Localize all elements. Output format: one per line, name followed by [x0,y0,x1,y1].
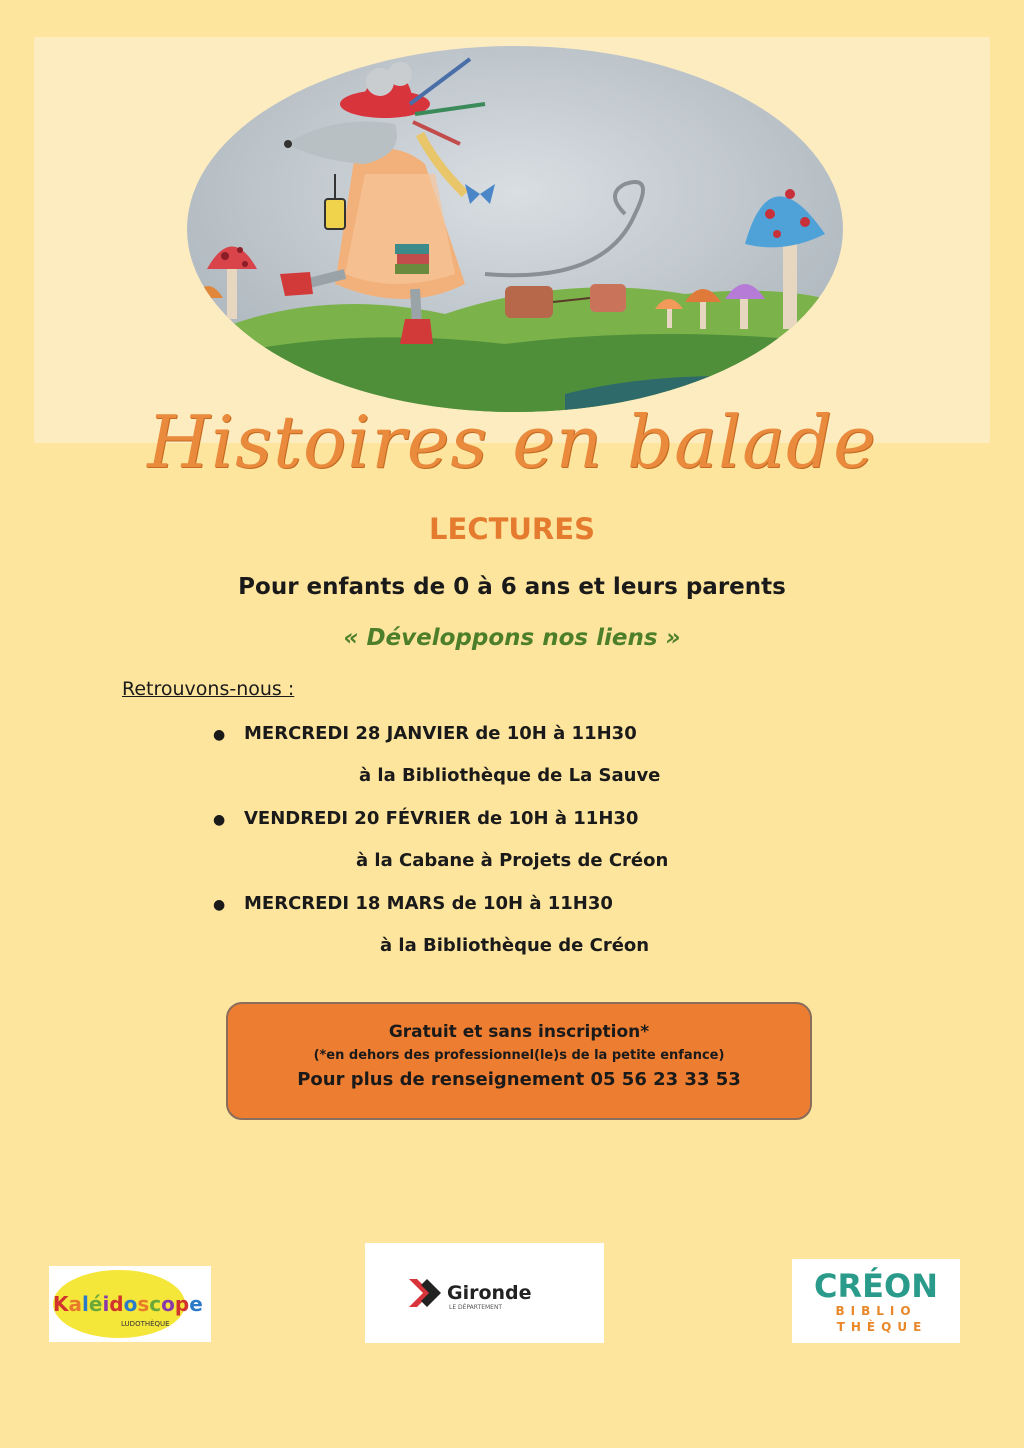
bullet-icon: ● [213,727,226,743]
event-place: à la Cabane à Projets de Créon [356,850,669,871]
info-contact: Pour plus de renseignement 05 56 23 33 53 [297,1069,741,1090]
bullet-icon: ● [213,812,226,828]
audience-text: Pour enfants de 0 à 6 ans et leurs parents [238,574,786,600]
illustration-mouse-walking [185,44,845,414]
gironde-sub: LE DÉPARTEMENT [449,1304,503,1311]
gironde-logo [365,1243,604,1343]
event-place: à la Bibliothèque de La Sauve [359,765,661,786]
creon-sub1: BIBLIO [835,1304,917,1318]
subtitle: LECTURES [429,512,595,546]
main-title: Histoires en balade [147,400,877,484]
svg-text:Kaléidoscope: Kaléidoscope [53,1292,203,1316]
event-date: VENDREDI 20 FÉVRIER de 10H à 11H30 [244,808,639,829]
info-note: (*en dehors des professionnel(le)s de la petite enfance) [313,1048,725,1063]
kaleidoscope-sub: LUDOTHÈQUE [121,1320,170,1328]
meet-label: Retrouvons-nous : [122,678,295,700]
bullet-icon: ● [213,897,226,913]
event-place: à la Bibliothèque de Créon [380,935,650,956]
kaleidoscope-logo [49,1266,211,1342]
event-date: MERCREDI 18 MARS de 10H à 11H30 [244,893,613,914]
info-free: Gratuit et sans inscription* [388,1022,650,1042]
gironde-name: Gironde [447,1282,532,1304]
event-date: MERCREDI 28 JANVIER de 10H à 11H30 [244,723,637,744]
motto-text: « Développons nos liens » [343,625,681,651]
creon-logo [792,1259,960,1343]
creon-name: CRÉON [814,1267,938,1305]
creon-sub2: THÈQUE [836,1320,928,1334]
info-box [226,1002,812,1120]
